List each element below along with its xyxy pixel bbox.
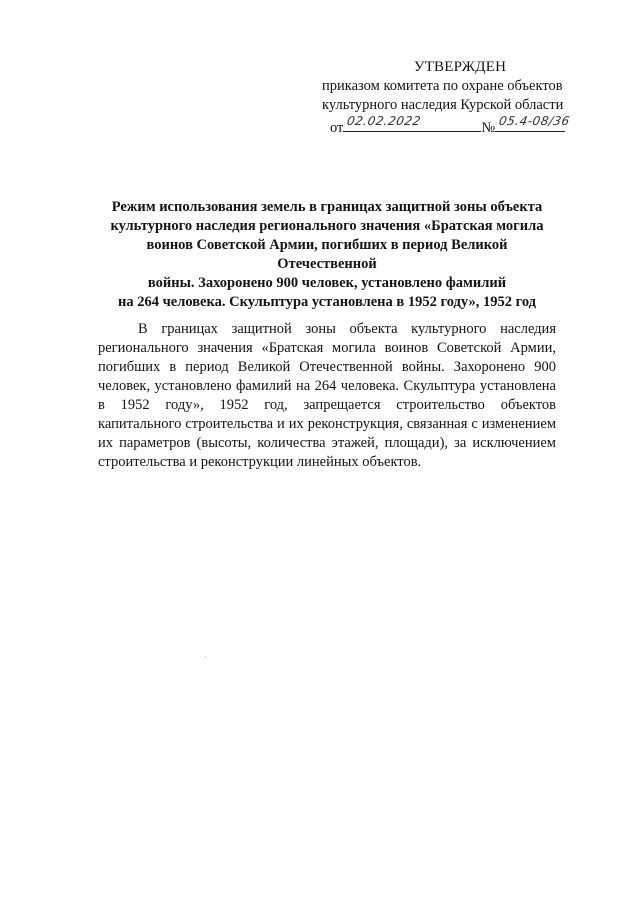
body-paragraph: В границах защитной зоны объекта культурного наследия регионального значения «Братская могила воинов Советской Армии, погибших в период Великой Отечественной войны. Захоронено 900 человек, установлено фамилий на 264 человека. Скульптура установлена в 1952 году», 1952 год, запрещается строительство объектов капитального строительства и их реконструкция, связанная с изменением их параметров (высоты, количества этажей, площади), за исключением строительства и реконструкции линейных объектов. [98, 321, 556, 470]
handwritten-number: 05.4-08/36 [498, 114, 572, 128]
date-field [343, 115, 481, 132]
approval-block [322, 58, 592, 135]
number-prefix: № [481, 120, 496, 136]
document-title [96, 198, 558, 312]
title-line: Режим использования земель в границах защитной зоны объекта [111, 199, 543, 215]
date-prefix: от [330, 120, 344, 136]
scan-speck [205, 656, 206, 657]
title-line: воинов Советской Армии, погибших в период Великой Отечественной [146, 237, 508, 272]
title-line: войны. Захоронено 900 человек, установлено фамилий [147, 275, 507, 291]
title-line: на 264 человека. Скульптура установлена в 1952 году», 1952 год [117, 294, 536, 310]
title-line: культурного наследия регионального значения «Братская могила [110, 218, 544, 234]
approval-heading: УТВЕРЖДЕН [413, 59, 507, 75]
approval-date-number-row [330, 115, 592, 135]
approval-line-2: культурного наследия Курской области [322, 97, 564, 113]
handwritten-date: 02.02.2022 [346, 114, 423, 128]
approval-line-1: приказом комитета по охране объектов [322, 78, 563, 94]
number-field [495, 114, 572, 132]
